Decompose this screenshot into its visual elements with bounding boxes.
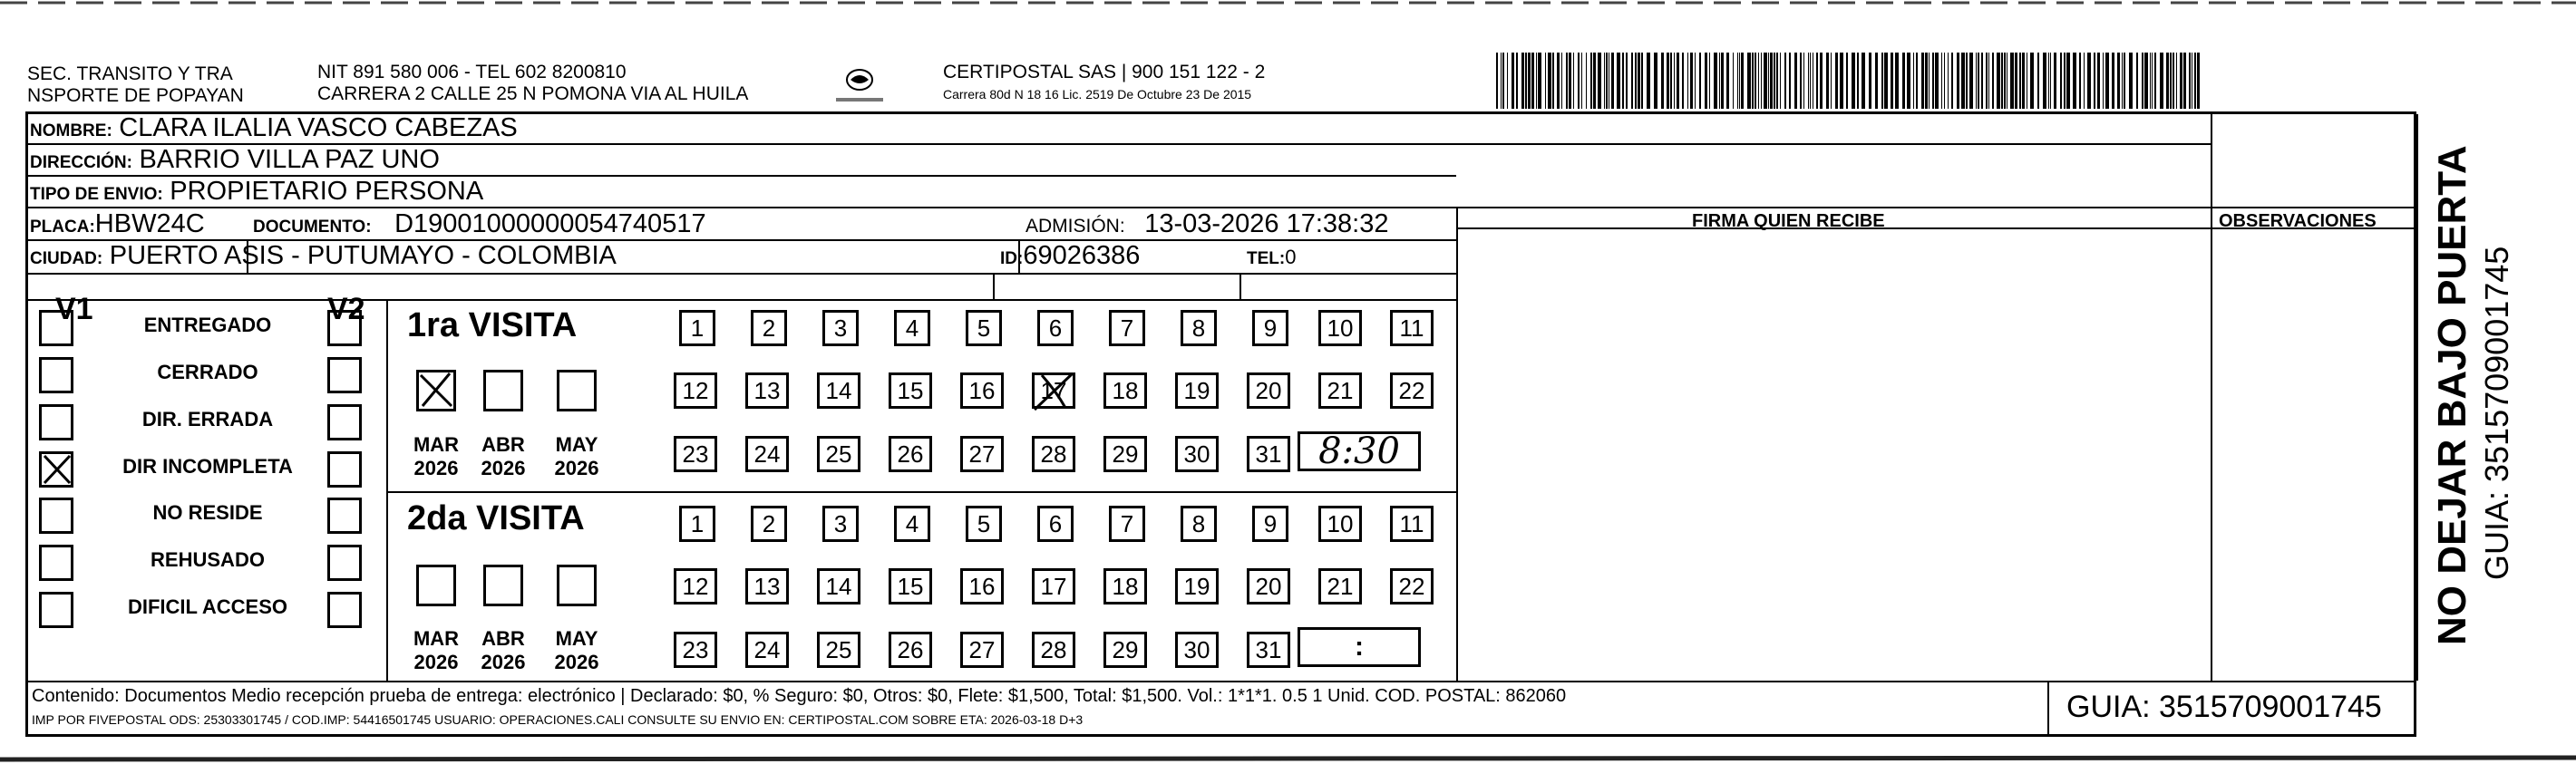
first-visit-time-box[interactable] [1298, 431, 1421, 471]
delivery-form [25, 111, 2416, 737]
day-number: 11 [1399, 509, 1424, 537]
month-name: MAR [413, 627, 460, 650]
v1-checkbox[interactable] [39, 498, 73, 534]
admision-field [1026, 208, 1389, 243]
firma-header: FIRMA QUIEN RECIBE [1692, 211, 1885, 231]
day-number: 4 [905, 509, 919, 537]
day-box[interactable] [1032, 436, 1075, 472]
day-box[interactable] [1032, 632, 1075, 668]
v1-checkbox[interactable] [39, 592, 73, 628]
day-number: 3 [833, 509, 848, 537]
day-box[interactable] [1252, 310, 1288, 346]
day-number: 8 [1191, 314, 1206, 342]
day-box[interactable] [817, 568, 860, 604]
day-box[interactable] [751, 310, 787, 346]
day-box[interactable] [1037, 506, 1074, 542]
day-number: 5 [977, 509, 991, 537]
direccion-value: BARRIO VILLA PAZ UNO [139, 145, 440, 174]
tel-label: TEL: [1247, 249, 1286, 268]
day-box[interactable] [679, 310, 715, 346]
month-name: ABR [481, 433, 525, 456]
v2-checkbox[interactable] [327, 451, 362, 488]
day-box[interactable] [1390, 310, 1434, 346]
month-name: MAY [555, 627, 598, 650]
category-label: DIR INCOMPLETA [122, 455, 293, 478]
top-tear-line [0, 0, 2576, 7]
day-number: 12 [682, 572, 709, 600]
day-number: 10 [1327, 509, 1354, 537]
month-label [549, 627, 604, 674]
nombre-value: CLARA ILALIA VASCO CABEZAS [119, 113, 518, 142]
day-box[interactable] [674, 436, 717, 472]
placa-label: PLACA: [30, 218, 95, 237]
day-number: 31 [1255, 440, 1282, 468]
category-label: CERRADO [157, 361, 258, 383]
day-box[interactable] [1318, 372, 1362, 409]
day-number: 25 [825, 440, 852, 468]
day-box[interactable] [889, 632, 932, 668]
documento-label: DOCUMENTO: [253, 218, 372, 237]
day-box[interactable] [679, 506, 715, 542]
day-number: 26 [897, 635, 924, 663]
day-number: 27 [968, 440, 996, 468]
bottom-edge-line [0, 754, 2576, 764]
day-box[interactable] [1390, 568, 1434, 604]
x-mark-icon [419, 372, 453, 410]
day-number: 20 [1255, 376, 1282, 404]
tipo-envio-row [30, 175, 483, 211]
ciudad-label: CIUDAD: [30, 249, 103, 268]
direccion-row [30, 143, 440, 179]
day-box[interactable] [1318, 506, 1362, 542]
v2-checkbox[interactable] [327, 498, 362, 534]
tel-field [1247, 239, 1296, 276]
month-year: 2026 [481, 651, 526, 673]
day-number: 29 [1112, 635, 1139, 663]
day-box[interactable] [1175, 632, 1219, 668]
month-label [409, 627, 463, 674]
v1-label: V1 [55, 292, 93, 326]
day-box[interactable] [1181, 310, 1217, 346]
day-box[interactable] [889, 568, 932, 604]
day-box[interactable] [751, 506, 787, 542]
barcode-icon [1496, 53, 2203, 109]
day-number: 30 [1183, 635, 1210, 663]
day-number: 23 [682, 440, 709, 468]
day-number: 11 [1399, 314, 1424, 342]
day-box[interactable] [745, 568, 789, 604]
month-label [549, 433, 604, 480]
day-box[interactable] [817, 372, 860, 409]
placa-field [30, 208, 205, 244]
day-number: 5 [977, 314, 991, 342]
month-label [476, 433, 530, 480]
second-visit-time: : [1355, 632, 1364, 662]
day-number: 15 [897, 572, 924, 600]
day-number: 16 [968, 572, 996, 600]
v1-checkbox[interactable] [39, 357, 73, 393]
ciudad-value: PUERTO ASIS - PUTUMAYO - COLOMBIA [109, 241, 617, 270]
day-number: 2 [762, 314, 776, 342]
day-number: 4 [905, 314, 919, 342]
day-number: 1 [690, 314, 705, 342]
month-checkbox-may[interactable] [557, 370, 597, 411]
day-number: 13 [753, 376, 781, 404]
day-box[interactable] [960, 568, 1004, 604]
sender-line-2: NSPORTE DE POPAYAN [27, 85, 244, 106]
day-number: 14 [825, 572, 852, 600]
day-number: 2 [762, 509, 776, 537]
category-label: NO RESIDE [152, 501, 263, 524]
day-box[interactable] [1103, 372, 1147, 409]
day-number: 21 [1327, 376, 1354, 404]
month-year: 2026 [413, 651, 459, 673]
day-box[interactable] [817, 632, 860, 668]
day-number: 21 [1327, 572, 1354, 600]
day-box[interactable] [1181, 506, 1217, 542]
day-number: 6 [1048, 314, 1063, 342]
month-name: ABR [481, 627, 525, 650]
footer-guia: GUIA: 3515709001745 [2066, 690, 2382, 724]
month-checkbox-abr[interactable] [483, 565, 523, 606]
month-name: MAY [555, 433, 598, 456]
placa-value: HBW24C [94, 209, 205, 238]
day-number: 16 [968, 376, 996, 404]
id-value: 69026386 [1023, 241, 1141, 270]
nombre-label: NOMBRE: [30, 121, 112, 140]
handwritten-mark-icon [1029, 368, 1078, 417]
month-checkbox-mar[interactable] [416, 370, 456, 411]
nit-block [317, 62, 748, 105]
v2-checkbox[interactable] [327, 545, 362, 581]
day-box[interactable] [745, 436, 789, 472]
day-number: 10 [1327, 314, 1354, 342]
day-number: 20 [1255, 572, 1282, 600]
day-box[interactable] [1247, 372, 1290, 409]
day-number: 6 [1048, 509, 1063, 537]
day-number: 29 [1112, 440, 1139, 468]
day-box[interactable] [1109, 310, 1145, 346]
month-year: 2026 [481, 457, 526, 479]
day-number: 22 [1398, 376, 1425, 404]
day-number: 19 [1183, 572, 1210, 600]
nit-line-1: NIT 891 580 006 - TEL 602 8200810 [317, 62, 627, 82]
month-year: 2026 [554, 651, 599, 673]
day-number: 27 [968, 635, 996, 663]
day-box[interactable] [674, 632, 717, 668]
day-box[interactable] [1103, 632, 1147, 668]
tipo-envio-value: PROPIETARIO PERSONA [170, 177, 484, 206]
day-number: 25 [825, 635, 852, 663]
v1-checkbox[interactable] [39, 310, 73, 346]
footer-print-line: IMP POR FIVEPOSTAL ODS: 25303301745 / COD.IMP: 54416501745 USUARIO: OPERACIONES.CALI CONSULTE SU ENVIO EN: CERTIPOSTAL.COM SOBRE ETA: 2026-03-18 D+3 [32, 712, 1084, 727]
first-visit-time: 8:30 [1318, 430, 1400, 472]
day-number: 12 [682, 376, 709, 404]
day-number: 19 [1183, 376, 1210, 404]
tel-value: 0 [1285, 246, 1297, 268]
v2-checkbox[interactable] [327, 404, 362, 440]
documento-value: D19001000000054740517 [394, 209, 706, 238]
day-box[interactable] [966, 506, 1002, 542]
day-box[interactable] [817, 436, 860, 472]
category-label: DIFICIL ACCESO [127, 595, 287, 618]
v2-checkbox[interactable] [327, 310, 362, 346]
day-box[interactable] [1247, 632, 1290, 668]
day-number: 17 [1040, 572, 1067, 600]
day-number: 9 [1263, 314, 1278, 342]
v2-checkbox[interactable] [327, 592, 362, 628]
id-field [1000, 239, 1140, 276]
day-number: 15 [897, 376, 924, 404]
documento-field [253, 208, 706, 244]
category-label: REHUSADO [151, 548, 265, 571]
day-box[interactable] [1175, 372, 1219, 409]
day-box[interactable] [1318, 310, 1362, 346]
day-box[interactable] [889, 436, 932, 472]
v2-label: V2 [327, 292, 365, 326]
day-box[interactable] [745, 632, 789, 668]
month-name: MAR [413, 433, 460, 456]
day-number: 28 [1040, 635, 1067, 663]
day-number: 14 [825, 376, 852, 404]
first-visit-title: 1ra VISITA [407, 306, 578, 344]
month-checkbox-abr[interactable] [483, 370, 523, 411]
certipostal-logo-icon [832, 67, 887, 107]
nit-line-2: CARRERA 2 CALLE 25 N POMONA VIA AL HUILA [317, 83, 749, 104]
v1-checkbox[interactable] [39, 451, 73, 488]
day-box[interactable] [1247, 568, 1290, 604]
day-number: 13 [753, 572, 781, 600]
second-visit-title: 2da VISITA [407, 499, 585, 537]
category-label: DIR. ERRADA [141, 408, 274, 430]
month-label [476, 627, 530, 674]
observaciones-header: OBSERVACIONES [2219, 211, 2377, 231]
day-number: 7 [1120, 314, 1134, 342]
day-box[interactable] [822, 506, 859, 542]
footer-content-line: Contenido: Documentos Medio recepción prueba de entrega: electrónico | Declarado: $0, % Seguro: $0, Otros: $0, Flete: $1,500, Total: $1,500. Vol.: 1*1*1. 0.5 1 Unid. COD. POSTAL: 862060 [32, 686, 1567, 706]
direccion-label: DIRECCIÓN: [30, 153, 132, 172]
day-box[interactable] [1318, 568, 1362, 604]
day-box[interactable] [822, 310, 859, 346]
carrier-line-2: Carrera 80d N 18 16 Lic. 2519 De Octubre 23 De 2015 [943, 87, 1252, 102]
v1-checkbox[interactable] [39, 404, 73, 440]
day-box[interactable] [1247, 436, 1290, 472]
day-box[interactable] [889, 372, 932, 409]
nombre-row [30, 111, 518, 148]
day-number: 3 [833, 314, 848, 342]
day-box[interactable] [894, 310, 930, 346]
day-box[interactable] [960, 632, 1004, 668]
day-number: 1 [690, 509, 705, 537]
day-number: 30 [1183, 440, 1210, 468]
day-box[interactable] [1390, 506, 1434, 542]
tipo-envio-label: TIPO DE ENVIO: [30, 185, 163, 204]
side-guia: GUIA: 3515709001745 [2478, 246, 2515, 580]
day-box[interactable] [1390, 372, 1434, 409]
month-label [409, 433, 463, 480]
sender-block [27, 63, 244, 107]
day-box[interactable] [960, 372, 1004, 409]
day-box[interactable] [1032, 372, 1075, 409]
day-number: 31 [1255, 635, 1282, 663]
v2-checkbox[interactable] [327, 357, 362, 393]
day-box[interactable] [1103, 436, 1147, 472]
day-box[interactable] [966, 310, 1002, 346]
day-number: 8 [1191, 509, 1206, 537]
month-checkbox-mar[interactable] [416, 565, 456, 606]
day-number: 28 [1040, 440, 1067, 468]
second-visit-time-box[interactable] [1298, 627, 1421, 667]
day-box[interactable] [674, 568, 717, 604]
day-box[interactable] [745, 372, 789, 409]
day-number: 18 [1112, 376, 1139, 404]
day-number: 9 [1263, 509, 1278, 537]
day-box[interactable] [1037, 310, 1074, 346]
day-number: 22 [1398, 572, 1425, 600]
day-number: 23 [682, 635, 709, 663]
admision-value: 13-03-2026 17:38:32 [1144, 209, 1389, 238]
admision-label: ADMISIÓN: [1026, 216, 1125, 237]
day-box[interactable] [1109, 506, 1145, 542]
day-number: 24 [753, 635, 781, 663]
day-box[interactable] [1252, 506, 1288, 542]
day-number: 7 [1120, 509, 1134, 537]
category-label: ENTREGADO [143, 314, 272, 336]
day-number: 18 [1112, 572, 1139, 600]
sender-line-1: SEC. TRANSITO Y TRA [27, 63, 233, 84]
day-box[interactable] [1175, 568, 1219, 604]
day-box[interactable] [960, 436, 1004, 472]
month-year: 2026 [554, 457, 599, 479]
ciudad-field [30, 239, 617, 276]
day-number: 26 [897, 440, 924, 468]
day-box[interactable] [674, 372, 717, 409]
side-notice: NO DEJAR BAJO PUERTA [2430, 145, 2474, 645]
id-label: ID: [1000, 249, 1024, 268]
day-box[interactable] [1175, 436, 1219, 472]
carrier-line-1: CERTIPOSTAL SAS | 900 151 122 - 2 [943, 62, 1266, 82]
day-box[interactable] [1032, 568, 1075, 604]
day-number: 24 [753, 440, 781, 468]
v1-checkbox[interactable] [39, 545, 73, 581]
month-year: 2026 [413, 457, 459, 479]
month-checkbox-may[interactable] [557, 565, 597, 606]
day-box[interactable] [894, 506, 930, 542]
day-box[interactable] [1103, 568, 1147, 604]
x-mark-icon [42, 453, 71, 486]
carrier-block [943, 62, 1265, 102]
day-number: 17 [1040, 376, 1067, 404]
